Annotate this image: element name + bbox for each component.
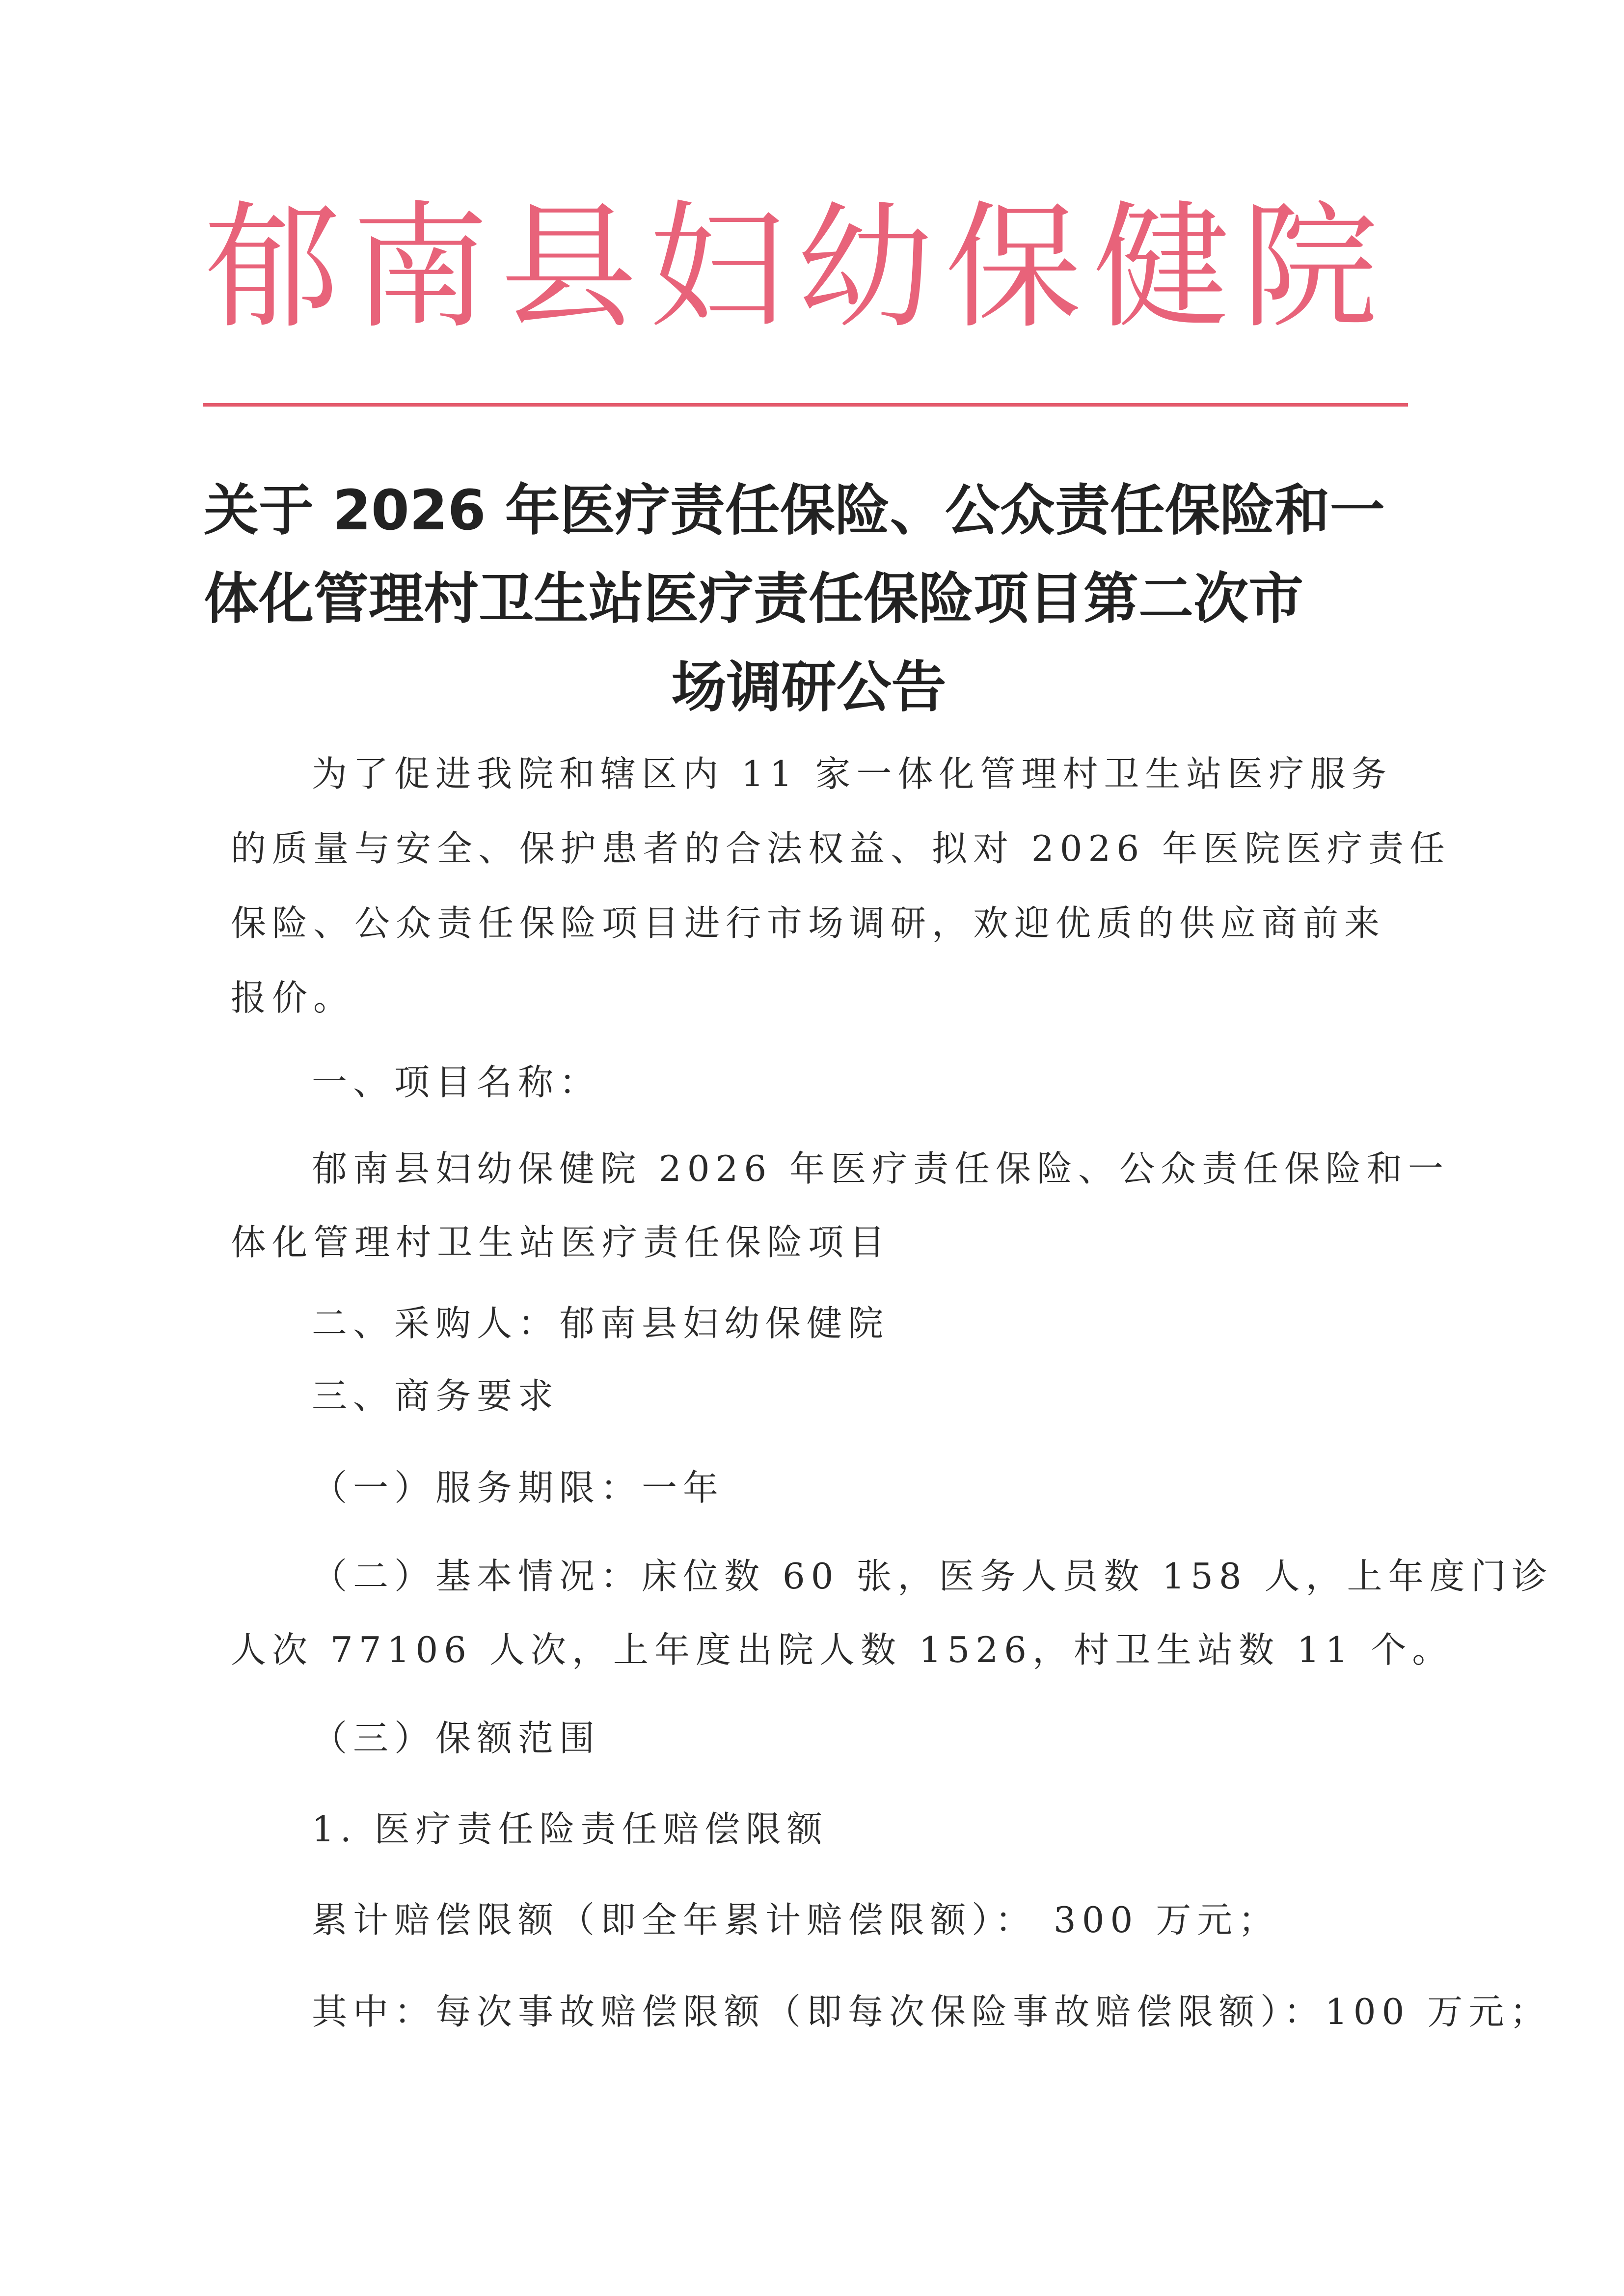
service-period: （一）服务期限：一年 (312, 1467, 725, 1508)
intro-line-2: 的质量与安全、保护患者的合法权益、拟对 2026 年医院医疗责任 (231, 828, 1451, 869)
basic-info-line-1: （二）基本情况：床位数 60 张，医务人员数 158 人，上年度门诊 (312, 1556, 1553, 1597)
document-title (204, 466, 1414, 732)
intro-line-3: 保险、公众责任保险项目进行市场调研，欢迎优质的供应商前来 (231, 902, 1386, 944)
basic-info-line-2: 人次 77106 人次，上年度出院人数 1526，村卫生站数 11 个。 (231, 1629, 1454, 1670)
letterhead-org-name: 郁南县妇幼保健院 (204, 188, 1390, 347)
section-2-purchaser: 二、采购人：郁南县妇幼保健院 (312, 1303, 890, 1344)
intro-paragraph (231, 737, 1451, 1035)
coverage-scope-heading: （三）保额范围 (312, 1718, 601, 1759)
project-name-line-2: 体化管理村卫生站医疗责任保险项目 (231, 1222, 891, 1263)
section-1-heading: 一、项目名称： (312, 1062, 601, 1103)
per-incident-limit: 其中：每次事故赔偿限额（即每次保险事故赔偿限额）：100 万元； (312, 1991, 1551, 2032)
title-line-3: 场调研公告 (671, 656, 947, 719)
intro-line-1: 为了促进我院和辖区内 11 家一体化管理村卫生站医疗服务 (312, 753, 1393, 794)
basic-info-paragraph (231, 1539, 1553, 1687)
letterhead-divider (203, 403, 1408, 407)
title-line-2: 体化管理村卫生站医疗责任保险项目第二次市 (204, 567, 1303, 631)
section-3-heading: 三、商务要求 (312, 1375, 560, 1417)
title-line-1: 关于 2026 年医疗责任保险、公众责任保险和一 (204, 479, 1385, 543)
cumulative-limit: 累计赔偿限额（即全年累计赔偿限额）： 300 万元； (312, 1899, 1280, 1941)
intro-line-4: 报价。 (231, 977, 355, 1018)
project-name-line-1: 郁南县妇幼保健院 2026 年医疗责任保险、公众责任保险和一 (312, 1148, 1450, 1189)
project-name-paragraph (231, 1132, 1450, 1279)
liability-limit-heading: 1. 医疗责任险责任赔偿限额 (312, 1808, 828, 1850)
